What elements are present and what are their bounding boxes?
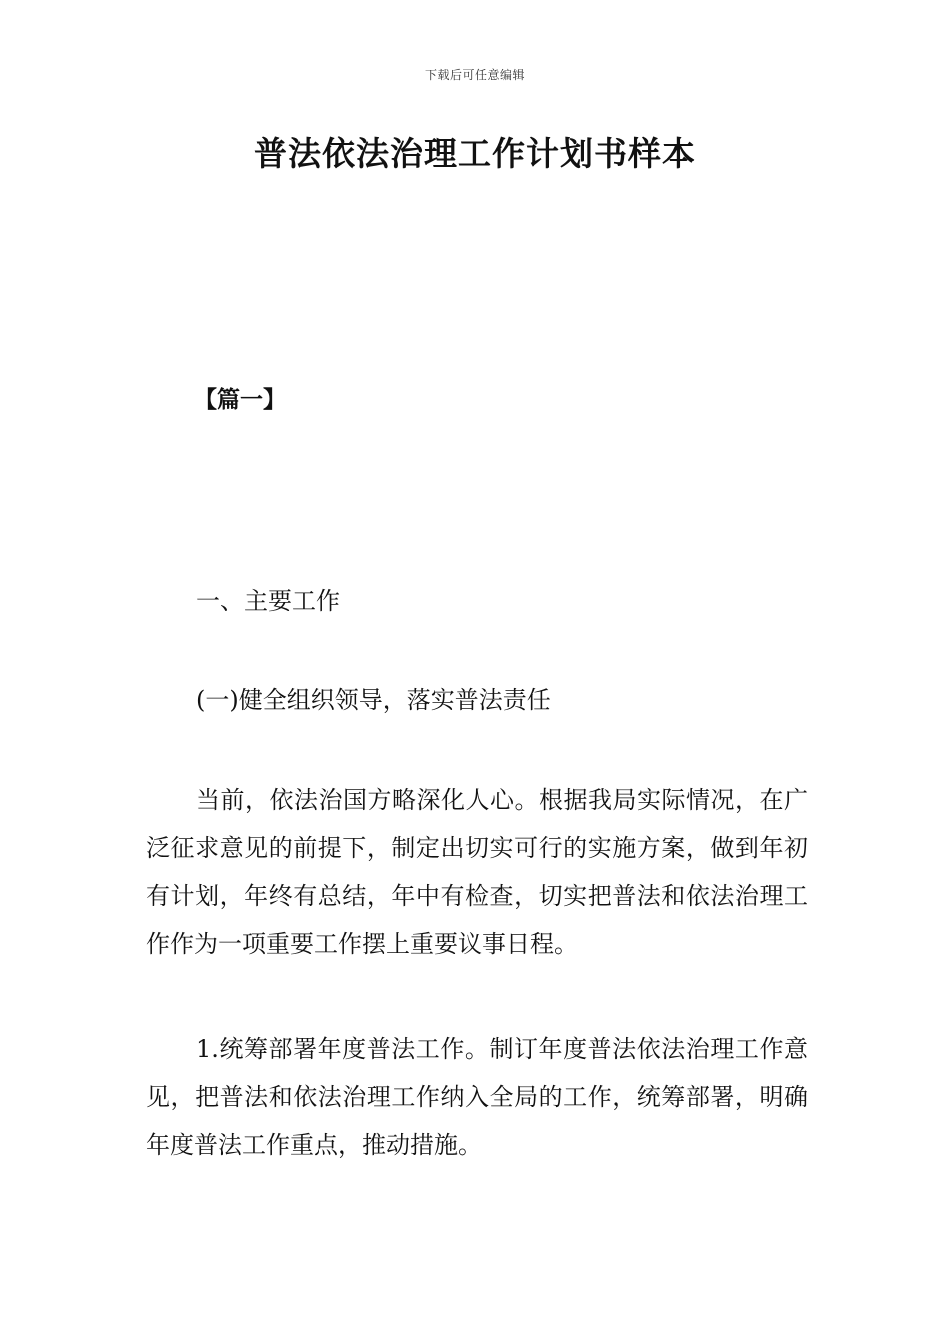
document-title: 普法依法治理工作计划书样本 (254, 134, 696, 173)
header-note: 下载后可任意编辑 (424, 68, 525, 82)
body-paragraph: 1.统筹部署年度普法工作。制订年度普法依法治理工作意见，把普法和依法治理工作纳入全局的工作，统筹部署，明确年度普法工作重点，推动措施。 (146, 1035, 808, 1159)
section-tag: 【篇一】 (194, 387, 286, 413)
subsection-heading: (一)健全组织领导，落实普法责任 (196, 686, 551, 714)
section-heading: 一、主要工作 (196, 587, 340, 615)
body-paragraph: 当前，依法治国方略深化人心。根据我局实际情况，在广泛征求意见的前提下，制定出切实可行的实施方案，做到年初有计划，年终有总结，年中有检查，切实把普法和依法治理工作作为一项重要工作摆上重要议事日程。 (146, 786, 808, 958)
